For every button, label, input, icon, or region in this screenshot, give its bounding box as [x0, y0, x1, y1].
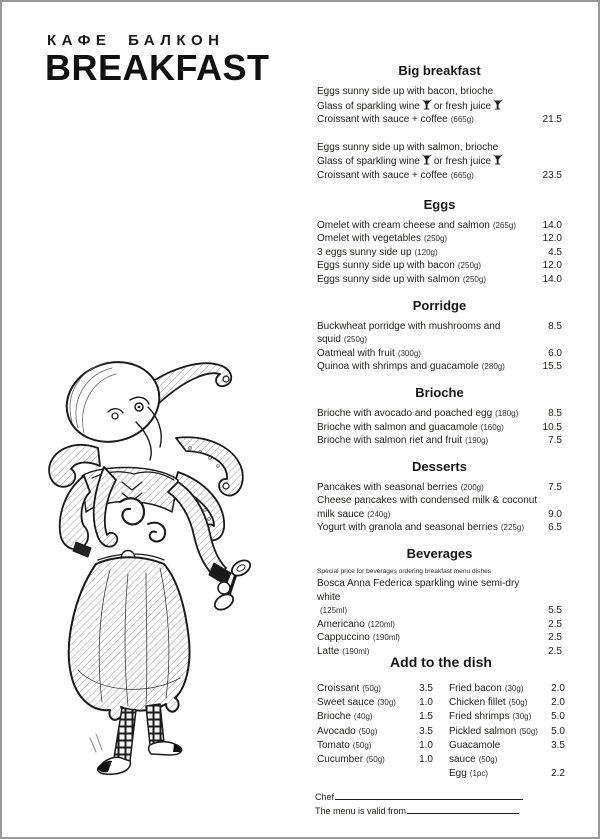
addon-item: [449, 682, 565, 696]
item-weight: (250g): [462, 274, 486, 284]
octopus-lady-illustration: [38, 352, 276, 800]
item-price: 21.5: [542, 114, 562, 126]
menu-sections: [317, 63, 562, 659]
item-price: 7.5: [548, 435, 562, 447]
item-text: [317, 407, 540, 421]
item-text: [317, 577, 540, 618]
item-name: Quinoa with shrimps and guacamole: [317, 361, 479, 373]
item-name: Guacamole sauce: [449, 739, 501, 766]
combo-line-1: Eggs sunny side up with bacon, brioche: [317, 86, 494, 97]
sparkling-wine-glass-icon: [491, 101, 505, 112]
tentacle-front-curl-2: [148, 523, 165, 542]
combo-line-1: Eggs sunny side up with salmon, brioche: [317, 141, 499, 153]
menu-item: [317, 421, 562, 435]
item-name: Omelet with cream cheese and salmon: [317, 219, 490, 231]
menu-item: [317, 521, 562, 535]
combo-line-3: [317, 169, 562, 183]
item-text: [317, 521, 540, 535]
item-price: 2.5: [548, 618, 562, 630]
item-price: 7.5: [548, 481, 562, 493]
item-weight: (50g): [519, 726, 538, 736]
item-price: 8.5: [548, 320, 562, 332]
item-name: Yogurt with granola and seasonal berries: [317, 522, 498, 534]
item-weight: (265g): [492, 220, 516, 230]
section-heading: Brioche: [415, 384, 464, 400]
bloomer-skirt: [69, 557, 190, 720]
item-name: Eggs sunny side up with salmon: [317, 273, 460, 285]
item-name: Brioche with avocado and poached egg: [317, 407, 493, 419]
item-weight: (200g): [460, 482, 484, 492]
page-title: BREAKFAST: [45, 47, 270, 88]
item-name: Bosca Anna Federica sparkling wine semi-dry white: [317, 578, 520, 603]
menu-item: [317, 232, 562, 246]
item-weight: (30g): [512, 712, 532, 722]
item-weight: (50g): [358, 726, 378, 736]
chef-label: Chef: [315, 792, 335, 802]
addon-item: [317, 696, 433, 710]
item-name: Eggs sunny side up with bacon: [317, 260, 455, 272]
combo-line-2-text: or fresh juice: [433, 100, 492, 112]
item-text: [317, 494, 540, 521]
valid-from-line: [315, 804, 565, 818]
menu-item: [317, 347, 562, 361]
section-heading: Eggs: [423, 196, 456, 212]
item-name: Brioche: [317, 711, 351, 723]
item-price: 2.5: [548, 632, 562, 644]
addon-item: [317, 682, 433, 696]
addons-section: [317, 654, 565, 781]
item-price: 14.0: [542, 219, 562, 231]
item-weight: (190ml): [372, 633, 400, 643]
item-text: [449, 696, 543, 710]
item-weight: (280g): [481, 362, 505, 372]
item-price: 3.5: [419, 683, 433, 694]
item-weight: (125ml): [320, 606, 348, 616]
item-name: Croissant with sauce + coffee: [317, 114, 448, 126]
item-price: 10.5: [542, 421, 562, 433]
octopus-lady-drawing: [38, 352, 276, 800]
combo-item: [317, 85, 562, 127]
item-weight: (190ml): [342, 647, 370, 657]
item-name: Tomato: [317, 739, 350, 751]
item-weight: (665g): [450, 115, 474, 125]
item-text: [317, 347, 540, 361]
addon-item: [449, 696, 565, 710]
valid-from-label: The menu is valid from: [315, 806, 407, 816]
item-text: [317, 232, 535, 246]
item-price: 1.0: [419, 739, 433, 751]
item-name: Cheese pancakes with condensed milk & coconut milk sauce: [317, 495, 538, 520]
combo-line-2-text: or fresh juice: [433, 156, 492, 168]
menu-item: [317, 494, 562, 521]
item-name: Buckwheat porridge with mushrooms and squid: [317, 320, 501, 346]
item-weight: (250g): [457, 261, 481, 271]
item-text: [317, 320, 540, 347]
item-name: Avocado: [317, 725, 356, 737]
item-price: 8.5: [548, 407, 562, 419]
item-weight: (120ml): [367, 619, 395, 629]
menu-item: [317, 273, 562, 287]
item-price: 3.5: [419, 725, 433, 737]
combo-line-2-text: Glass of sparkling wine: [317, 156, 420, 168]
chef-blank-line: [335, 790, 523, 800]
addon-column-left: [317, 682, 433, 781]
item-weight: (1pc): [469, 769, 489, 779]
menu-item: [317, 481, 562, 495]
item-weight: (50g): [362, 684, 381, 693]
item-price: 4.5: [548, 246, 562, 258]
item-name: Oatmeal with fruit: [317, 347, 395, 359]
item-text: [317, 631, 540, 645]
chef-signature-line: [315, 790, 565, 804]
item-name: Brioche with salmon riet and fruit: [317, 435, 463, 447]
item-text: [317, 219, 535, 233]
item-name: Omelet with vegetables: [317, 233, 421, 245]
right-leg-stocking: [146, 704, 164, 745]
addon-item: [317, 739, 433, 753]
item-text: [449, 682, 543, 696]
item-name: Americano: [317, 618, 365, 630]
item-text: [449, 725, 543, 739]
item-text: [317, 421, 535, 435]
item-weight: (30g): [377, 698, 396, 708]
section-heading: Desserts: [412, 458, 467, 474]
menu-item: [317, 259, 562, 273]
item-name: Latte: [317, 646, 340, 658]
item-price: 3.5: [551, 739, 565, 751]
item-price: 9.0: [548, 508, 562, 520]
item-text: [449, 710, 543, 724]
item-weight: (50g): [478, 755, 498, 765]
item-text: [317, 113, 535, 127]
sparkling-wine-glass-icon: [420, 156, 434, 167]
item-text: [317, 169, 535, 183]
item-price: 12.0: [542, 260, 562, 272]
item-name: 3 eggs sunny side up: [317, 246, 412, 258]
sparkling-wine-glass-icon: [420, 101, 434, 112]
item-price: 6.0: [548, 347, 562, 359]
item-text: [317, 739, 411, 753]
item-text: [449, 767, 543, 781]
item-weight: (250g): [423, 234, 448, 244]
item-weight: (300g): [397, 348, 421, 358]
item-price: 1.5: [419, 711, 433, 723]
item-name: Croissant with sauce + coffee: [317, 169, 448, 181]
item-text: [317, 259, 535, 273]
item-text: [317, 710, 411, 724]
item-weight: (40g): [353, 712, 373, 722]
footer: [315, 790, 565, 818]
item-text: [317, 273, 535, 287]
item-name: Fried shrimps: [449, 711, 510, 723]
item-name: Fried bacon: [449, 683, 502, 694]
item-weight: (225g): [500, 523, 524, 533]
item-price: 14.0: [542, 273, 562, 285]
item-weight: (665g): [450, 170, 474, 180]
section-heading: Beverages: [406, 546, 473, 562]
header: [47, 32, 270, 86]
menu-item: [317, 246, 562, 260]
menu-item: [317, 618, 562, 632]
item-weight: (120g): [414, 247, 438, 257]
item-text: [317, 246, 540, 260]
item-name: Sweet sauce: [317, 697, 375, 709]
menu-item: [317, 219, 562, 233]
item-price: 23.5: [542, 169, 562, 181]
section-heading: Big breakfast: [398, 63, 481, 78]
menu-item: [317, 360, 562, 374]
item-name: Croissant: [317, 683, 360, 694]
item-weight: (160g): [480, 422, 504, 432]
item-text: [317, 434, 540, 448]
item-price: 2.0: [551, 683, 565, 694]
item-text: [317, 696, 411, 710]
item-price: 1.0: [419, 697, 433, 709]
tentacle-front-curl-1: [120, 498, 144, 524]
item-price: 5.5: [548, 605, 562, 617]
menu-item: [317, 631, 562, 645]
combo-line-2-text: Glass of sparkling wine: [317, 100, 420, 112]
item-text: [449, 739, 543, 767]
addon-item: [449, 710, 565, 724]
addon-item: [317, 710, 433, 724]
item-price: 5.0: [551, 711, 565, 723]
sparkling-wine-glass-icon: [491, 156, 505, 167]
section-heading: Add to the dish: [390, 654, 492, 670]
item-price: 15.5: [542, 361, 562, 373]
item-weight: (30g): [504, 684, 524, 693]
item-price: 12.0: [542, 233, 562, 245]
item-name: Brioche with salmon and guacamole: [317, 421, 478, 433]
item-price: 1.0: [419, 754, 433, 766]
addon-item: [449, 739, 565, 767]
combo-line-3: [317, 113, 562, 127]
addon-column-right: [449, 682, 565, 781]
item-text: [317, 618, 540, 632]
item-weight: (240g): [367, 509, 391, 519]
menu-item: [317, 434, 562, 448]
right-hand: [218, 582, 230, 594]
addon-item: [449, 725, 565, 739]
item-text: [317, 682, 411, 696]
item-price: 2.2: [551, 768, 565, 780]
item-weight: (190g): [465, 436, 489, 446]
menu-item: [317, 577, 562, 618]
item-weight: (50g): [352, 740, 372, 750]
combo-line-2: [317, 99, 562, 114]
item-name: Cucumber: [317, 754, 364, 766]
octopus-head: [56, 352, 170, 460]
item-text: [317, 753, 411, 767]
item-price: 5.0: [551, 725, 565, 737]
item-text: [317, 481, 540, 495]
menu-item: [317, 320, 562, 347]
addon-item: [449, 767, 565, 781]
menu-column: [317, 63, 562, 659]
item-name: Chicken fillet: [449, 697, 506, 709]
item-text: [317, 725, 411, 739]
valid-from-blank-line: [407, 804, 519, 814]
cafe-logo: КАФЕ БАЛКОН: [47, 32, 225, 49]
item-price: 2.5: [548, 646, 562, 658]
item-weight: (50g): [366, 755, 385, 765]
item-price: 6.5: [548, 522, 562, 534]
item-weight: (50g): [508, 698, 528, 708]
beverages-note: Special price for beverages ordering breakfast menu dishes: [317, 568, 492, 576]
combo-line-2: [317, 154, 562, 169]
menu-item: [317, 407, 562, 421]
addon-item: [317, 753, 433, 767]
item-name: Pancakes with seasonal berries: [317, 481, 458, 493]
item-price: 2.0: [551, 697, 565, 709]
item-name: Cappuccino: [317, 632, 370, 644]
addon-columns: [317, 682, 565, 781]
item-weight: (180g): [495, 408, 519, 418]
combo-item: [317, 141, 562, 183]
section-heading: Porridge: [412, 297, 467, 313]
item-weight: (250g): [343, 335, 368, 345]
item-name: Egg: [449, 768, 467, 780]
item-text: [317, 360, 535, 374]
addon-item: [317, 725, 433, 739]
item-name: Pickled salmon: [449, 725, 517, 737]
